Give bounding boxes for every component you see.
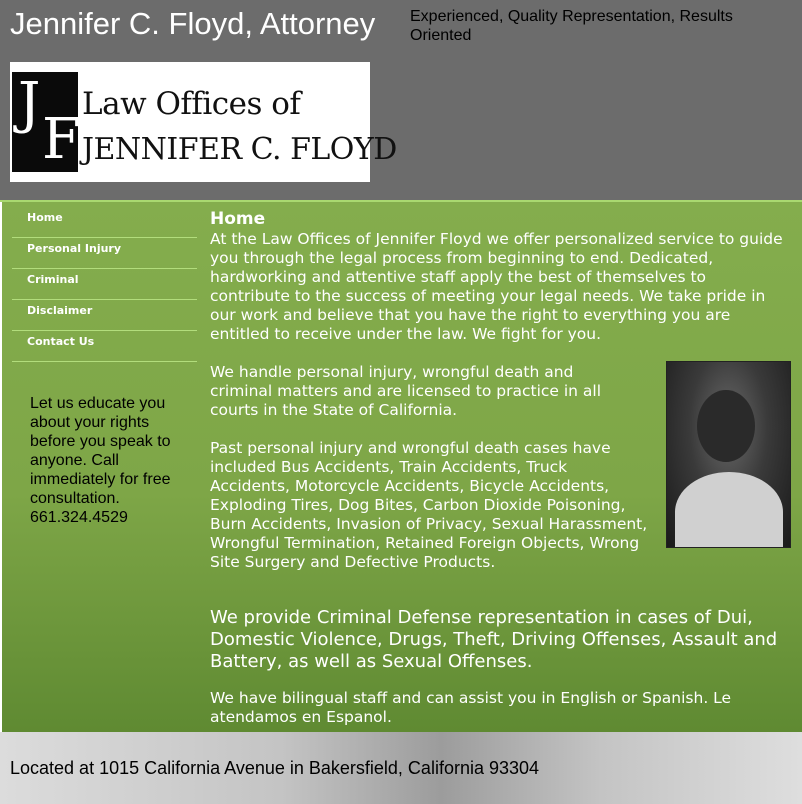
photo-face-shape (697, 390, 755, 462)
law-office-logo[interactable] (10, 62, 397, 182)
site-footer (0, 732, 802, 804)
photo-shirt-shape (675, 472, 783, 548)
site-title: Jennifer C. Floyd, Attorney (10, 6, 376, 41)
practice-areas-paragraph: We handle personal injury, wrongful death and criminal matters and are licensed to practice in all courts in the State of California. (210, 363, 602, 419)
intro-paragraph: At the Law Offices of Jennifer Floyd we offer personalized service to guide you through the legal process from beginning to end. Dedicated, hardworking and attentive staff apply the best of themselves to contribute to the success of meeting your legal needs. We take pride in our work and believe that you have the right to everything you are entitled to receive under the law. We fight for you. (210, 230, 783, 343)
main-nav (12, 208, 197, 363)
nav-item-home[interactable]: Home (12, 208, 197, 238)
nav-item-personal-injury[interactable]: Personal Injury (12, 239, 197, 269)
footer-address: Located at 1015 California Avenue in Bakersfield, California 93304 (10, 758, 540, 778)
sidebar-callout: Let us educate you about your rights before you speak to anyone. Call immediately for free consultation. 661.324.4529 (30, 395, 171, 526)
criminal-defense-paragraph: We provide Criminal Defense representation in cases of Dui, Domestic Violence, Drugs, Theft, Driving Offenses, Assault and Battery, as well as Sexual Offenses. (210, 607, 778, 672)
logo-letter-j: J (18, 71, 41, 136)
page-heading: Home (210, 209, 266, 229)
content-area (210, 208, 792, 726)
attorney-photo (666, 361, 791, 548)
bilingual-paragraph: We have bilingual staff and can assist you in English or Spanish. Le atendamos en Espanol. (210, 689, 732, 726)
logo-line-2: JENNIFER C. FLOYD (82, 132, 397, 167)
logo-line-1: Law Offices of (82, 86, 301, 122)
past-cases-paragraph: Past personal injury and wrongful death cases have included Bus Accidents, Train Accidents, Truck Accidents, Motorcycle Accidents, Bicycle Accidents, Exploding Tires, Dog Bites, Carbon Dioxide Poisoning, Burn Accidents, Invasion of Privacy, Sexual Harassment, Wrongful Termination, Retained Foreign Objects, Wrong Site Surgery and Defective Products. (210, 439, 648, 571)
logo-letter-f: F (42, 107, 81, 172)
nav-item-criminal[interactable]: Criminal (12, 270, 197, 300)
main-area (2, 202, 802, 732)
site-tagline: Experienced, Quality Representation, Results Oriented (410, 8, 733, 44)
site-header (0, 0, 802, 200)
nav-item-disclaimer[interactable]: Disclaimer (12, 301, 197, 331)
nav-item-contact-us[interactable]: Contact Us (12, 332, 197, 362)
logo-monogram (12, 71, 81, 172)
